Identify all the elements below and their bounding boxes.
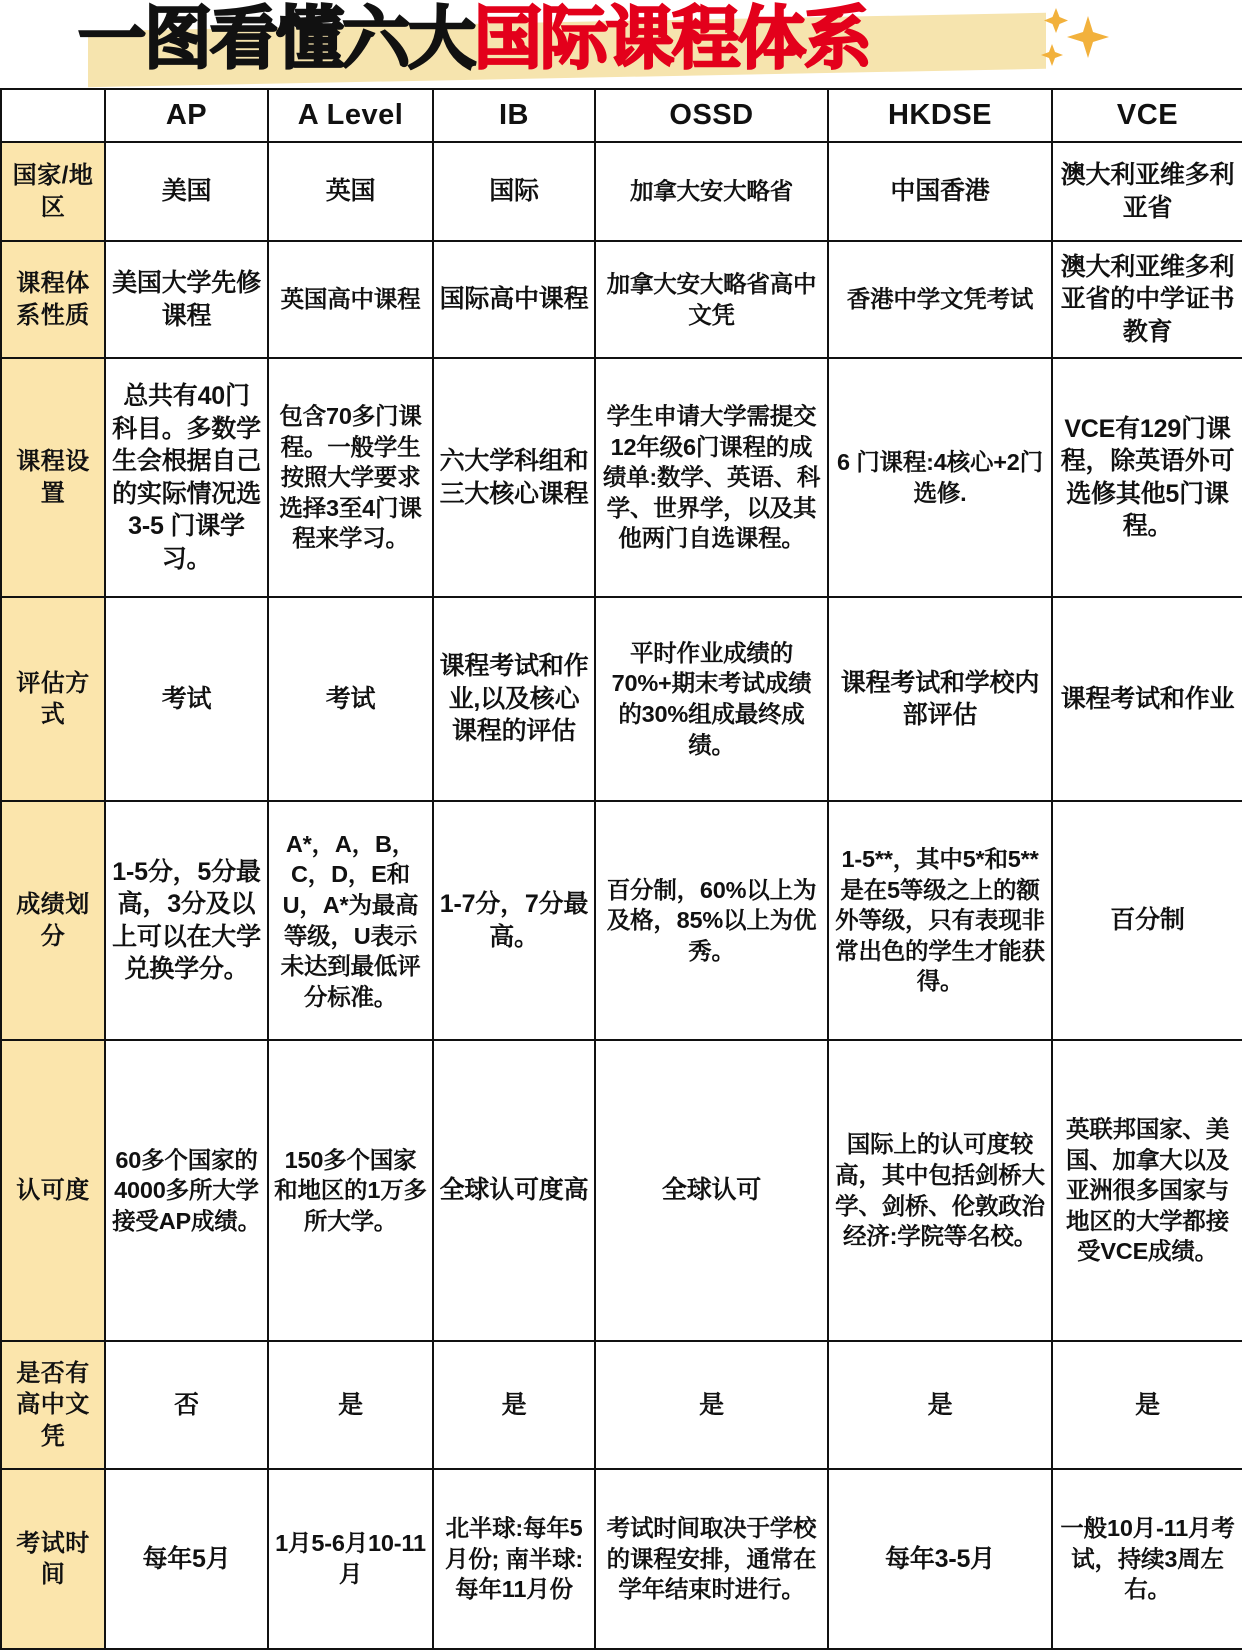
cell-timing-ap: 每年5月: [105, 1469, 268, 1649]
cell-setup-alevel: 包含70多门课程。一般学生按照大学要求选择3至4门课程来学习。: [268, 358, 433, 597]
table-row-assess: [1, 597, 1242, 801]
cell-nature-hkdse: 香港中学文凭考试: [828, 241, 1052, 358]
cell-setup-ib: 六大学科组和三大核心课程: [433, 358, 595, 597]
table-corner-cell: [1, 89, 105, 142]
cell-nature-ap: 美国大学先修课程: [105, 241, 268, 358]
cell-recognition-ossd: 全球认可: [595, 1040, 828, 1341]
cell-diploma-vce: 是: [1052, 1341, 1242, 1469]
cell-region-hkdse: 中国香港: [828, 142, 1052, 241]
sparkles-icon: [1026, 6, 1136, 86]
row-label-nature: 课程体系性质: [1, 241, 105, 358]
cell-diploma-ap: 否: [105, 1341, 268, 1469]
cell-grading-ap: 1-5分，5分最高，3分及以上可以在大学兑换学分。: [105, 801, 268, 1040]
cell-recognition-ap: 60多个国家的4000多所大学接受AP成绩。: [105, 1040, 268, 1341]
cell-region-vce: 澳大利亚维多利亚省: [1052, 142, 1242, 241]
cell-diploma-alevel: 是: [268, 1341, 433, 1469]
cell-timing-ossd: 考试时间取决于学校的课程安排，通常在学年结束时进行。: [595, 1469, 828, 1649]
page-title-black-part: 一图看懂六大: [78, 0, 475, 79]
row-label-assess: 评估方式: [1, 597, 105, 801]
cell-region-ib: 国际: [433, 142, 595, 241]
cell-setup-ossd: 学生申请大学需提交12年级6门课程的成绩单:数学、英语、科学、世界学，以及其他两门自选课程。: [595, 358, 828, 597]
column-header-vce: VCE: [1052, 89, 1242, 142]
cell-region-ossd: 加拿大安大略省: [595, 142, 828, 241]
cell-nature-ib: 国际高中课程: [433, 241, 595, 358]
cell-recognition-ib: 全球认可度高: [433, 1040, 595, 1341]
cell-assess-vce: 课程考试和作业: [1052, 597, 1242, 801]
cell-timing-hkdse: 每年3-5月: [828, 1469, 1052, 1649]
cell-assess-alevel: 考试: [268, 597, 433, 801]
column-header-ossd: OSSD: [595, 89, 828, 142]
cell-recognition-hkdse: 国际上的认可度较高，其中包括剑桥大学、剑桥、伦敦政治经济:学院等名校。: [828, 1040, 1052, 1341]
cell-nature-alevel: 英国高中课程: [268, 241, 433, 358]
table-row-diploma: [1, 1341, 1242, 1469]
table-row-nature: [1, 241, 1242, 358]
cell-diploma-ib: 是: [433, 1341, 595, 1469]
column-header-alevel: A Level: [268, 89, 433, 142]
page-title-red-part: 国际课程体系: [474, 0, 871, 79]
cell-diploma-hkdse: 是: [828, 1341, 1052, 1469]
cell-grading-ossd: 百分制，60%以上为及格，85%以上为优秀。: [595, 801, 828, 1040]
table-row-grading: [1, 801, 1242, 1040]
row-label-diploma: 是否有高中文凭: [1, 1341, 105, 1469]
cell-recognition-alevel: 150多个国家和地区的1万多所大学。: [268, 1040, 433, 1341]
row-label-recognition: 认可度: [1, 1040, 105, 1341]
cell-timing-alevel: 1月5-6月10-11月: [268, 1469, 433, 1649]
international-curriculum-comparison-table: [0, 88, 1242, 1650]
page-title: [78, 2, 870, 78]
table-row-timing: [1, 1469, 1242, 1649]
table-row-setup: [1, 358, 1242, 597]
cell-nature-ossd: 加拿大安大略省高中文凭: [595, 241, 828, 358]
cell-grading-hkdse: 1-5**，其中5*和5**是在5等级之上的额外等级，只有表现非常出色的学生才能获得。: [828, 801, 1052, 1040]
row-label-setup: 课程设置: [1, 358, 105, 597]
column-header-hkdse: HKDSE: [828, 89, 1052, 142]
title-banner: [0, 0, 1242, 88]
cell-setup-vce: VCE有129门课程，除英语外可选修其他5门课程。: [1052, 358, 1242, 597]
cell-grading-ib: 1-7分，7分最高。: [433, 801, 595, 1040]
row-label-timing: 考试时间: [1, 1469, 105, 1649]
cell-assess-ossd: 平时作业成绩的70%+期末考试成绩的30%组成最终成绩。: [595, 597, 828, 801]
cell-recognition-vce: 英联邦国家、美国、加拿大以及亚洲很多国家与地区的大学都接受VCE成绩。: [1052, 1040, 1242, 1341]
row-label-grading: 成绩划分: [1, 801, 105, 1040]
table-row-recognition: [1, 1040, 1242, 1341]
cell-diploma-ossd: 是: [595, 1341, 828, 1469]
cell-nature-vce: 澳大利亚维多利亚省的中学证书教育: [1052, 241, 1242, 358]
column-header-ib: IB: [433, 89, 595, 142]
cell-region-alevel: 英国: [268, 142, 433, 241]
cell-timing-ib: 北半球:每年5月份; 南半球:每年11月份: [433, 1469, 595, 1649]
cell-assess-ap: 考试: [105, 597, 268, 801]
cell-assess-ib: 课程考试和作业,以及核心课程的评估: [433, 597, 595, 801]
row-label-region: 国家/地区: [1, 142, 105, 241]
cell-setup-ap: 总共有40门科目。多数学生会根据自己的实际情况选 3-5 门课学习。: [105, 358, 268, 597]
table-row-region: [1, 142, 1242, 241]
cell-timing-vce: 一般10月-11月考试，持续3周左右。: [1052, 1469, 1242, 1649]
cell-setup-hkdse: 6 门课程:4核心+2门选修.: [828, 358, 1052, 597]
cell-region-ap: 美国: [105, 142, 268, 241]
cell-grading-alevel: A*，A，B，C，D，E和U，A*为最高等级，U表示未达到最低评分标准。: [268, 801, 433, 1040]
cell-grading-vce: 百分制: [1052, 801, 1242, 1040]
cell-assess-hkdse: 课程考试和学校内部评估: [828, 597, 1052, 801]
column-header-ap: AP: [105, 89, 268, 142]
table-header-row: [1, 89, 1242, 142]
